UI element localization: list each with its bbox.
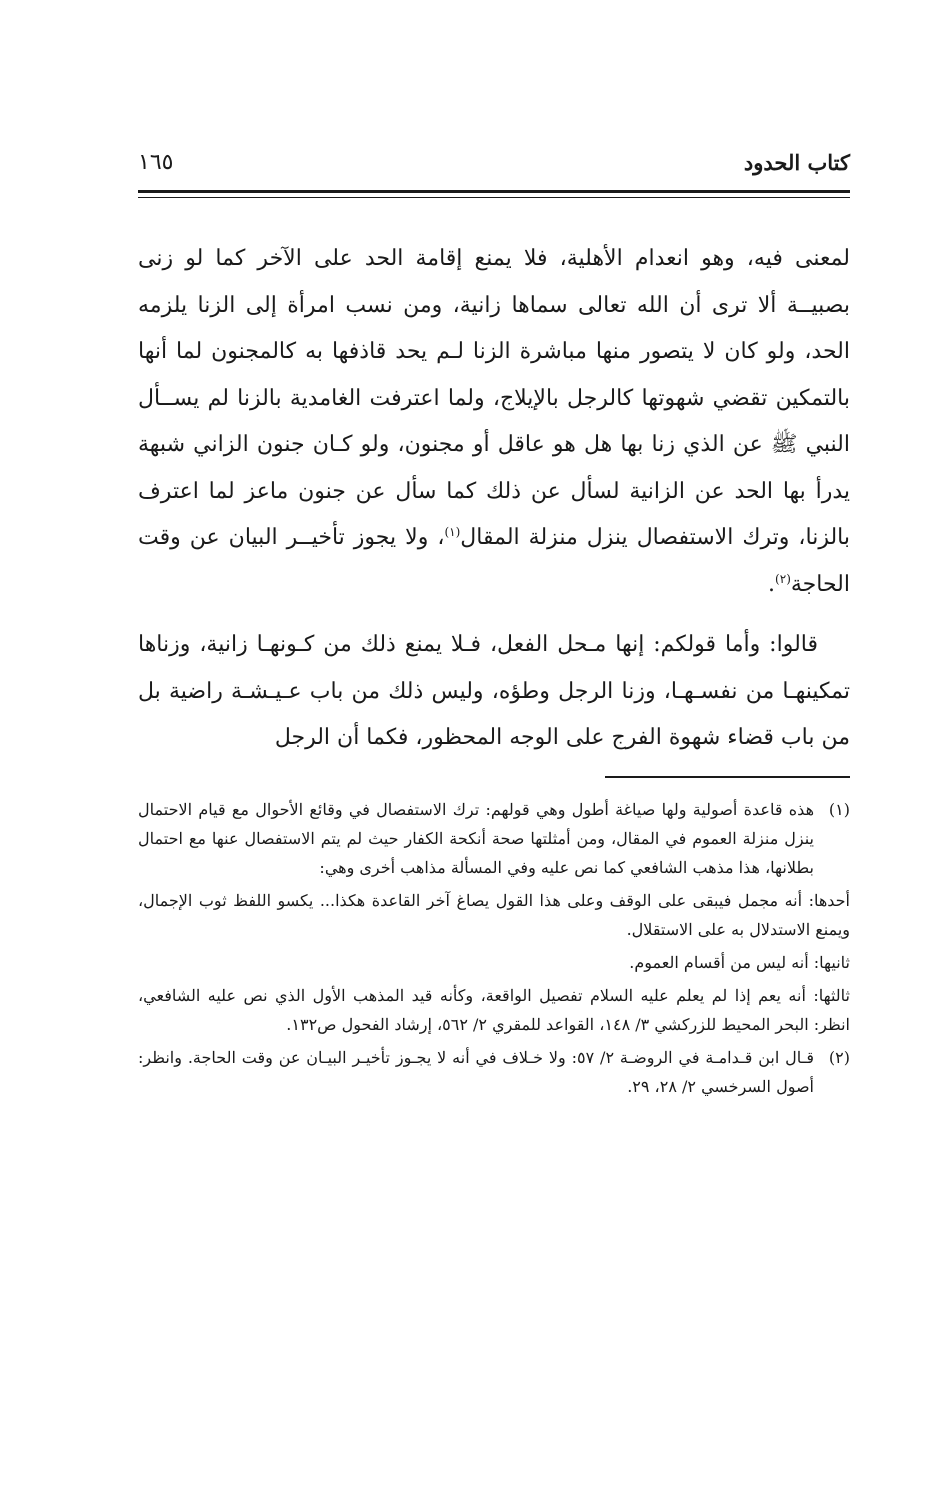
- page-number: ١٦٥: [138, 150, 174, 175]
- footnote-ref-1[interactable]: (١): [444, 525, 461, 539]
- paragraph-2: قالوا: وأما قولكم: إنها مـحل الفعل، فـلا يمنع ذلك من كـونهـا زانية، وزناها تمكينهـا من نفسـهـا، وزنا الرجل وطؤه، وليس ذلك من باب عـيـشـة راضية بل من باب قضاء شهوة الفرج على الوجه المحظور، فكما أن الرجل: [138, 632, 850, 750]
- footnote-2-text: قـال ابن قـدامـة في الروضـة ٢/ ٥٧: ولا خـلاف في أنه لا يجـوز تأخيـر البيـان عن وقت الحاجة. وانظر: أصول السرخسي ٢/ ٢٨، ٢٩.: [138, 1048, 814, 1096]
- footnotes: [138, 795, 850, 1105]
- footnote-1-sub-2: ثانيها: أنه ليس من أقسام العموم.: [629, 953, 850, 972]
- header-rule-thin: [138, 197, 850, 198]
- running-title: كتاب الحدود: [743, 150, 850, 175]
- footnote-1: [138, 795, 850, 882]
- footnote-ref-2[interactable]: (٢): [775, 571, 791, 586]
- paragraph-1-text: لمعنى فيه، وهو انعدام الأهلية، فلا يمنع إقامة الحد على الآخر كما لو زنى بصبيــة ألا ترى أن الله تعالى سماها زانية، ومن نسب امرأة إلى الزنا يلزمه الحد، ولو كان لا يتصور منها مباشرة الزنا لـم يحد قاذفها به كالمجنون لما أنها بالتمكين تقضي شهوتها كالرجل بالإيلاج، ولما اعترفت الغامدية بالزنا لم يســأل النبي ﷺ عن الذي زنا بها هل هو عاقل أو مجنون، ولو كـان جنون الزاني شبهة يدرأ بها الحد عن الزانية لسأل عن ذلك كما سأل عن جنون ماعز لما اعترف بالزنا، وترك الاستفصال ينزل منزلة المقال: [138, 246, 851, 550]
- footnote-1-sub-3: ثالثها: أنه يعم إذا لم يعلم عليه السلام تفصيل الواقعة، وكأنه قيد المذهب الأول الذي نص عليه الشافعي، انظر: البحر المحيط للزركشي ٣/ ١٤٨، القواعد للمقري ٢/ ٥٦٢، إرشاد الفحول ص١٣٢.: [138, 986, 851, 1034]
- paragraph-1-end: .: [768, 571, 776, 597]
- main-text: [138, 236, 850, 762]
- paragraph-1: [138, 236, 850, 608]
- footnote-2: [138, 1043, 850, 1101]
- paragraph-1-text-cont: ، ولا يجوز تأخيــر البيان عن وقت الحاجة: [138, 525, 850, 597]
- header-rule-thick: [138, 190, 850, 193]
- footnote-1-sub-1: أحدها: أنه مجمل فيبقى على الوقف وعلى هذا القول يصاغ آخر القاعدة هكذا... يكسو اللفظ ثوب الإجمال، ويمنع الاستدلال به على الاستقلال.: [138, 891, 850, 939]
- footnote-marker: (٢): [828, 1048, 850, 1067]
- footnote-separator: [605, 776, 850, 778]
- page-header: [138, 150, 850, 186]
- footnote-1-text: هذه قاعدة أصولية ولها صياغة أطول وهي قولهم: ترك الاستفصال في وقائع الأحوال مع قيام الاحتمال ينزل منزلة العموم في المقال، ومن أمثلتها صحة أنكحة الكفار حيث لم يتم الاستفصال عنها مع احتمال بطلانها، هذا مذهب الشافعي كما نص عليه وفي المسألة مذاهب أخرى وهي:: [138, 800, 814, 877]
- footnote-marker: (١): [828, 800, 850, 819]
